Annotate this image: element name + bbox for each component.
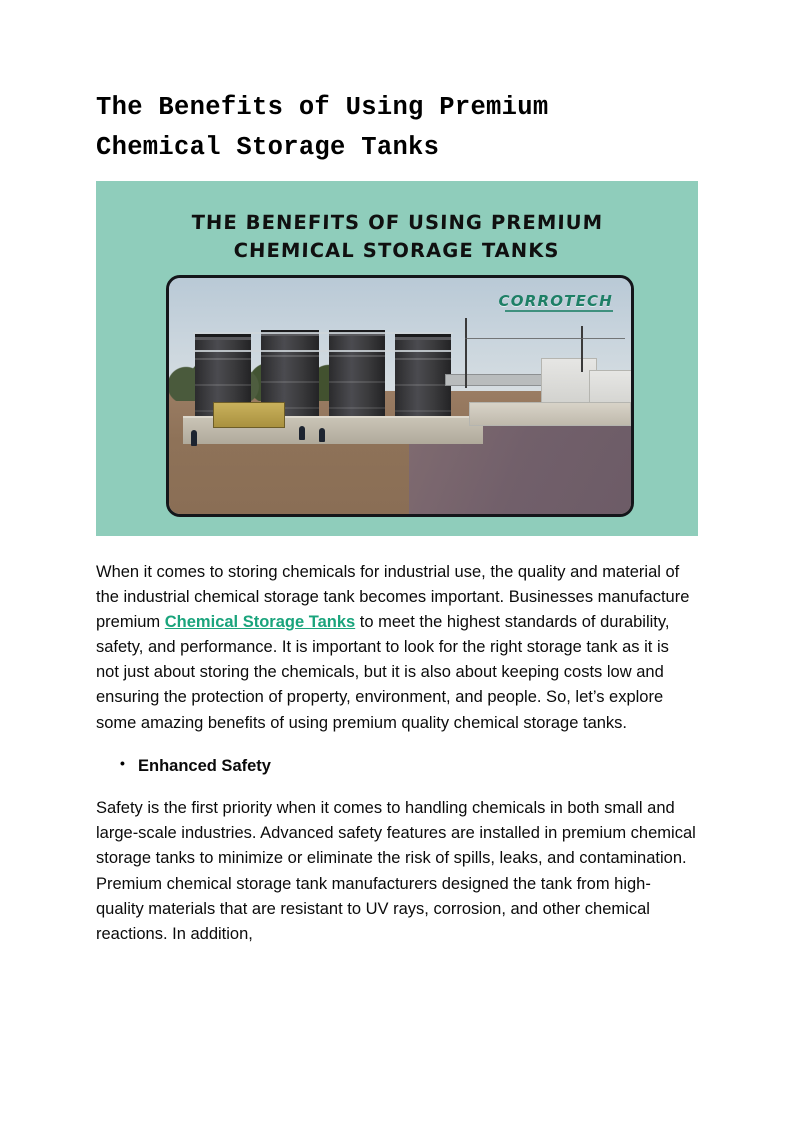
safety-paragraph: Safety is the first priority when it comes to handling chemicals in both small and large-scale industries. Advanced safety features are installed in premium chemical storage tanks to minimize or eliminate the risk of spills, leaks, and contamination. Premium chemical storage tank manufacturers designed the tank from high-quality materials that are resistant to UV rays, corrosion, and other chemical reactions. In addition, bbox=[96, 799, 696, 943]
hero-banner-image bbox=[96, 181, 698, 536]
tank-rail-mid bbox=[193, 350, 453, 352]
benefits-list bbox=[96, 754, 696, 779]
overhead-wire bbox=[465, 338, 625, 339]
utility-pole-2 bbox=[581, 326, 583, 372]
yellow-tank bbox=[213, 402, 285, 428]
utility-pole-1 bbox=[465, 318, 467, 388]
worker-figure-2 bbox=[299, 426, 305, 440]
list-item: • Enhanced Safety bbox=[138, 754, 696, 779]
hero-heading bbox=[96, 209, 698, 264]
hero-photo bbox=[166, 275, 634, 517]
storage-tank-4 bbox=[395, 334, 451, 417]
intro-paragraph bbox=[96, 560, 696, 736]
worker-figure-1 bbox=[191, 430, 197, 446]
shed-roof bbox=[445, 374, 543, 386]
hero-heading-line-1: THE BENEFITS OF USING PREMIUM bbox=[191, 211, 604, 235]
chemical-storage-tanks-link[interactable]: Chemical Storage Tanks bbox=[164, 613, 356, 632]
tank-rail-top bbox=[193, 332, 453, 334]
storage-tank-3 bbox=[329, 330, 385, 417]
worker-figure-3 bbox=[319, 428, 325, 442]
compound-wall bbox=[469, 402, 631, 426]
intro-text-part-2: to meet the highest standards of durability, safety, and performance. It is important to look for the right storage tank as it is not just about storing the chemicals, but it is also about keeping costs low and ensuring the protection of property, environment, and people. So, let’s explore some amazing benefits of using premium quality chemical storage tanks. bbox=[96, 613, 670, 732]
corrotech-logo-underline bbox=[505, 310, 613, 312]
article-body bbox=[96, 560, 696, 947]
page-title: The Benefits of Using Premium Chemical Storage Tanks bbox=[96, 93, 549, 162]
hero-heading-line-2: CHEMICAL STORAGE TANKS bbox=[233, 238, 560, 262]
intro-text-part-1: When it comes to storing chemicals for industrial use, the quality and material of the industrial chemical storage tank becomes important. Businesses manufacture premium bbox=[96, 563, 690, 632]
corrotech-logo: CORROTECH bbox=[498, 292, 613, 311]
